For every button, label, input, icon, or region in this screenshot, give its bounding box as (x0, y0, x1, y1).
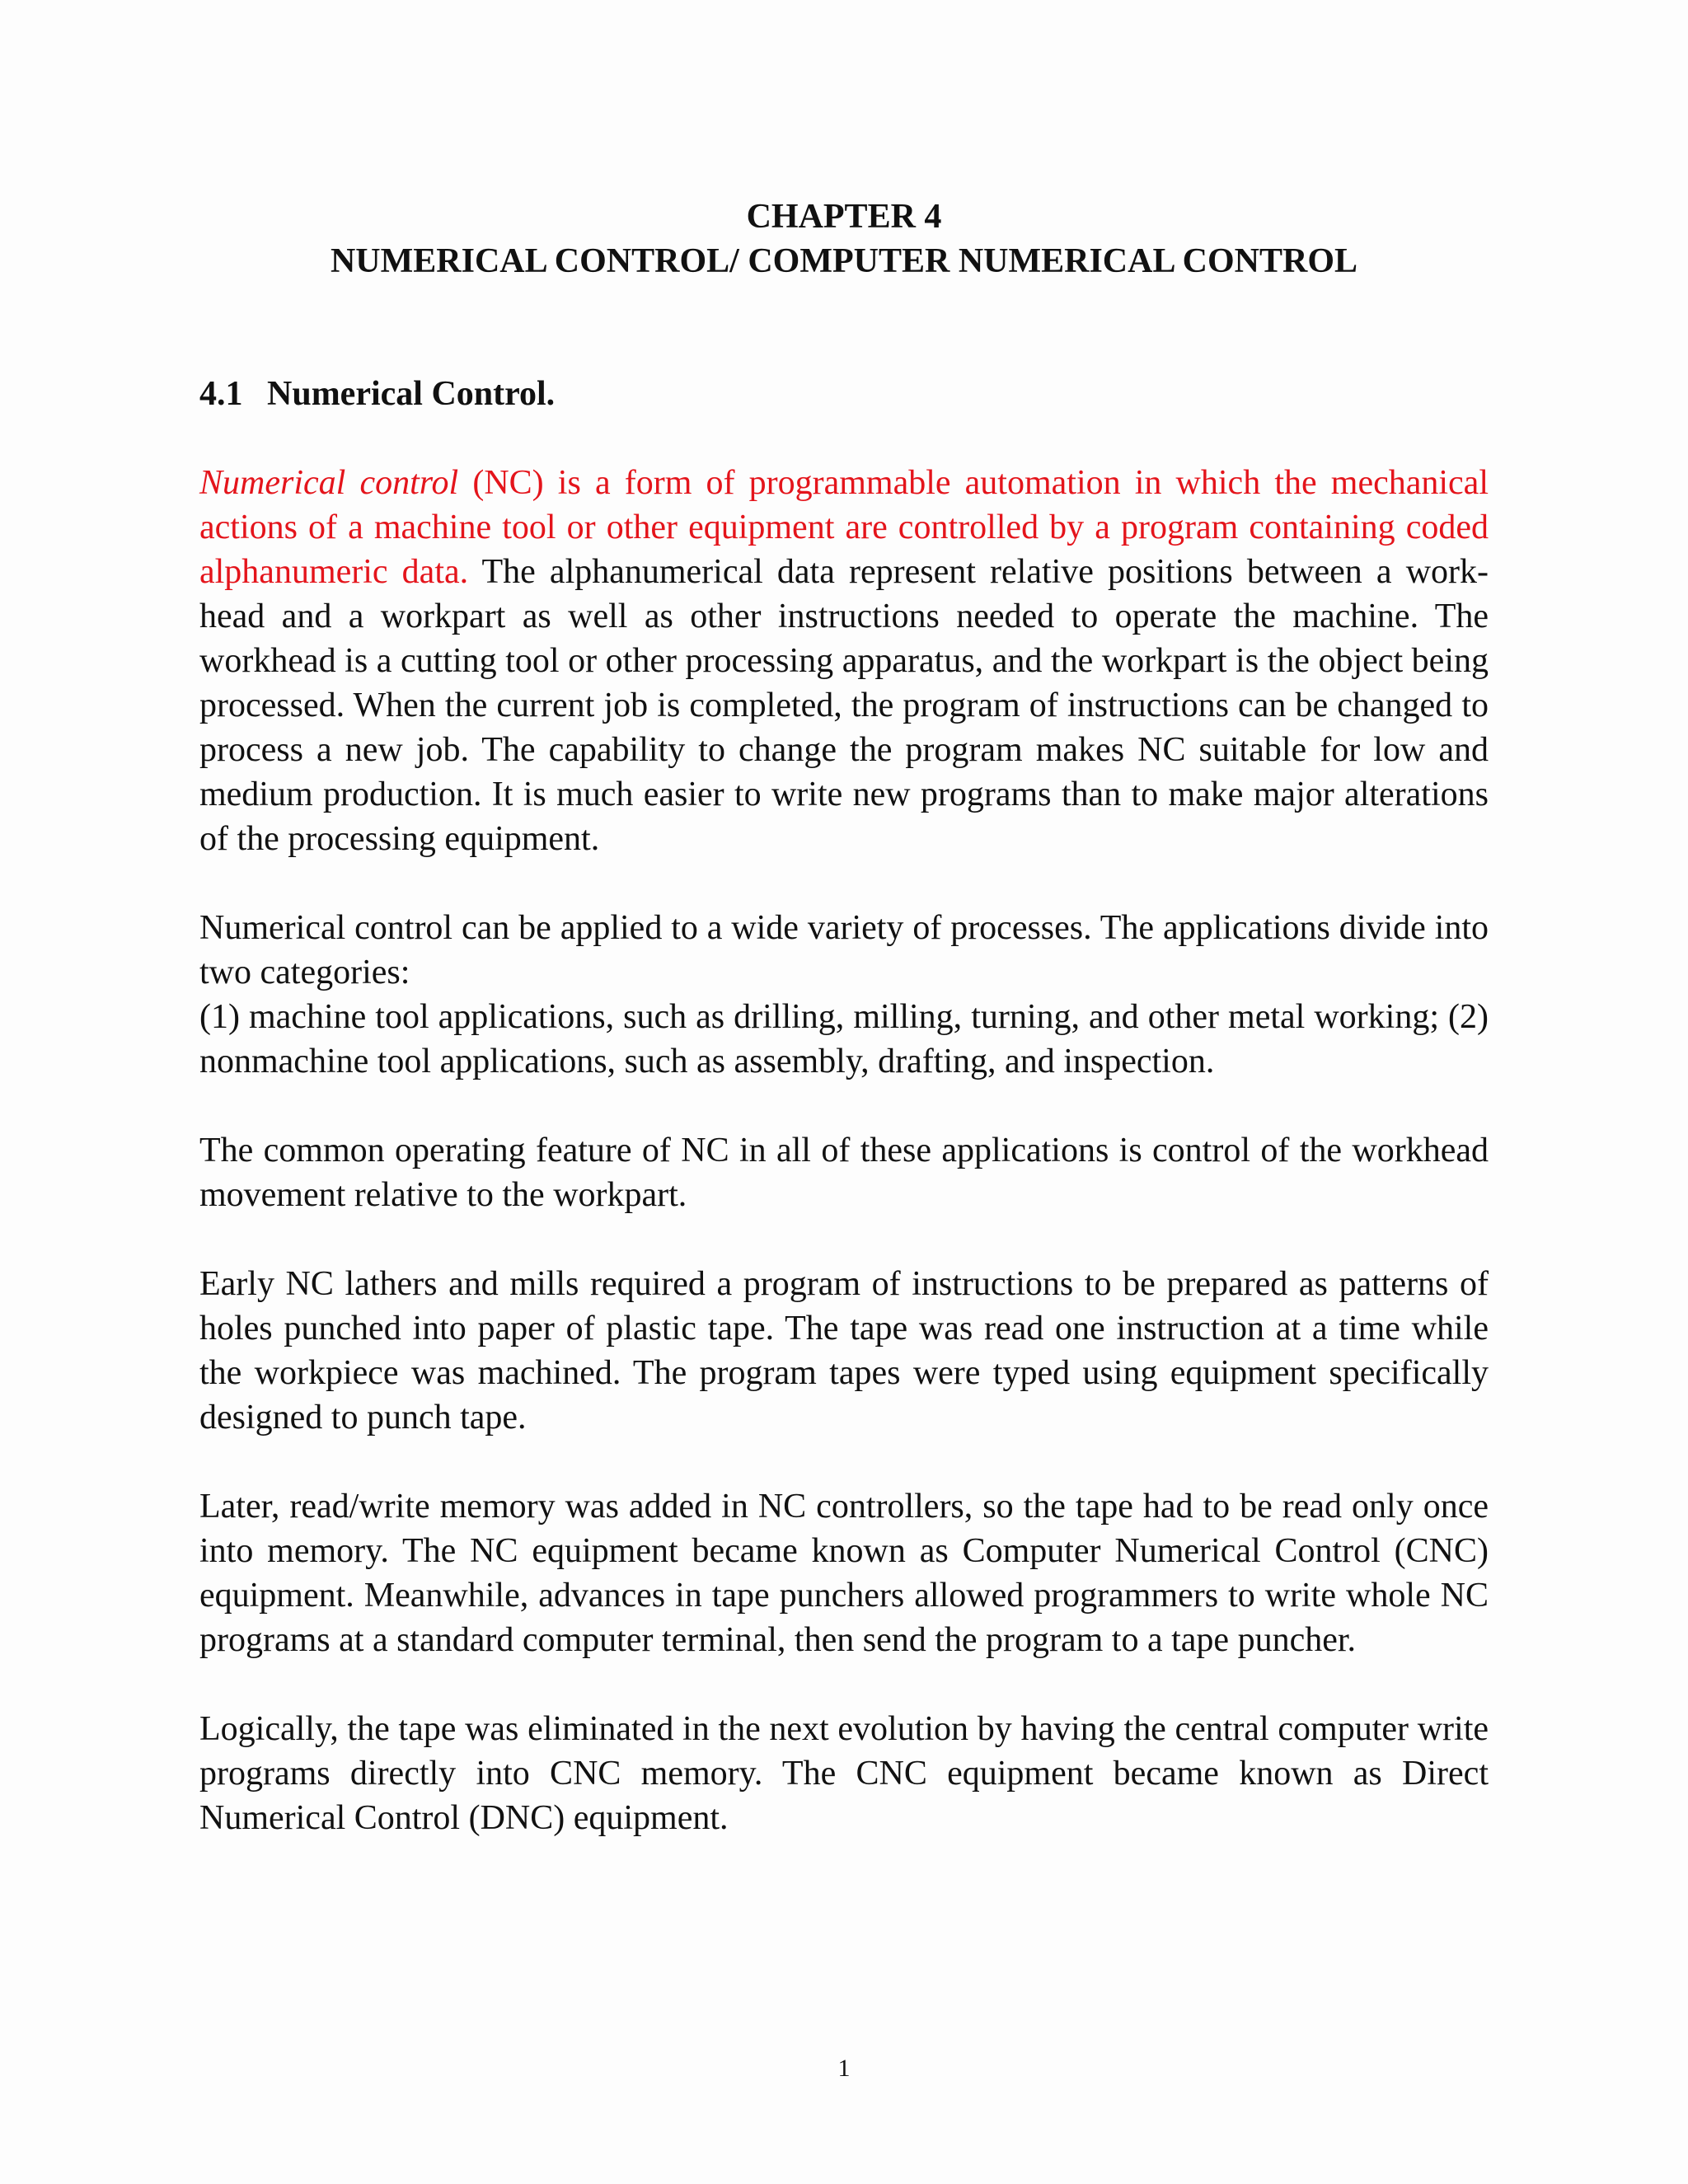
body-text (199, 461, 1489, 1885)
paragraph-operating-feature: The common operating feature of NC in all of these applications is control of the workhead movement relative to the workpart. (199, 1132, 1489, 1214)
page-number: 1 (837, 2055, 851, 2082)
definition-continuation: The alphanumerical data represent relative positions between a work-head and a workpart as well as other instructions needed to operate the machine. The workhead is a cutting tool or other processing apparatus, and the workpart is the object being processed. When the current job is completed, the program of instructions can be changed to process a new job. The capability to change the program makes NC suitable for low and medium production. It is much easier to write new programs than to make major alterations of the processing equipment. (199, 553, 1489, 858)
paragraph-early-nc: Early NC lathers and mills required a program of instructions to be prepared as patterns of holes punched into paper of plastic tape. The tape was read one instruction at a time while the workpiece was machined. The program tapes were typed using equipment specifically designed to punch tape. (199, 1265, 1489, 1436)
paragraph-dnc: Logically, the tape was eliminated in the next evolution by having the central computer write programs directly into CNC memory. The CNC equipment became known as Direct Numerical Control (DNC) equipment. (199, 1710, 1489, 1837)
section-heading (199, 372, 555, 416)
section-title: Numerical Control. (267, 375, 556, 413)
paragraph-applications-list: (1) machine tool applications, such as drilling, milling, turning, and other metal working; (2) nonmachine tool applications, such as assembly, drafting, and inspection. (199, 998, 1489, 1080)
defined-term: Numerical control (199, 464, 459, 502)
chapter-title: NUMERICAL CONTROL/ COMPUTER NUMERICAL CONTROL (330, 242, 1358, 280)
paragraph-cnc: Later, read/write memory was added in NC controllers, so the tape had to be read only once into memory. The NC equipment became known as Computer Numerical Control (CNC) equipment. Meanwhile, advances in tape punchers allowed programmers to write whole NC programs at a standard computer terminal, then send the program to a tape puncher. (199, 1488, 1489, 1659)
chapter-heading (0, 194, 1688, 284)
definition-text: (NC) is a form of programmable automation in which the mechanical actions of a machine tool or other equipment are controlled by a program containing coded alphanumeric data. (199, 464, 1489, 591)
section-number: 4.1 (199, 375, 243, 413)
paragraph-applications-intro: Numerical control can be applied to a wide variety of processes. The applications divide into two categories: (199, 909, 1489, 991)
paragraph-definition (199, 461, 1489, 861)
chapter-label: CHAPTER 4 (746, 198, 942, 236)
